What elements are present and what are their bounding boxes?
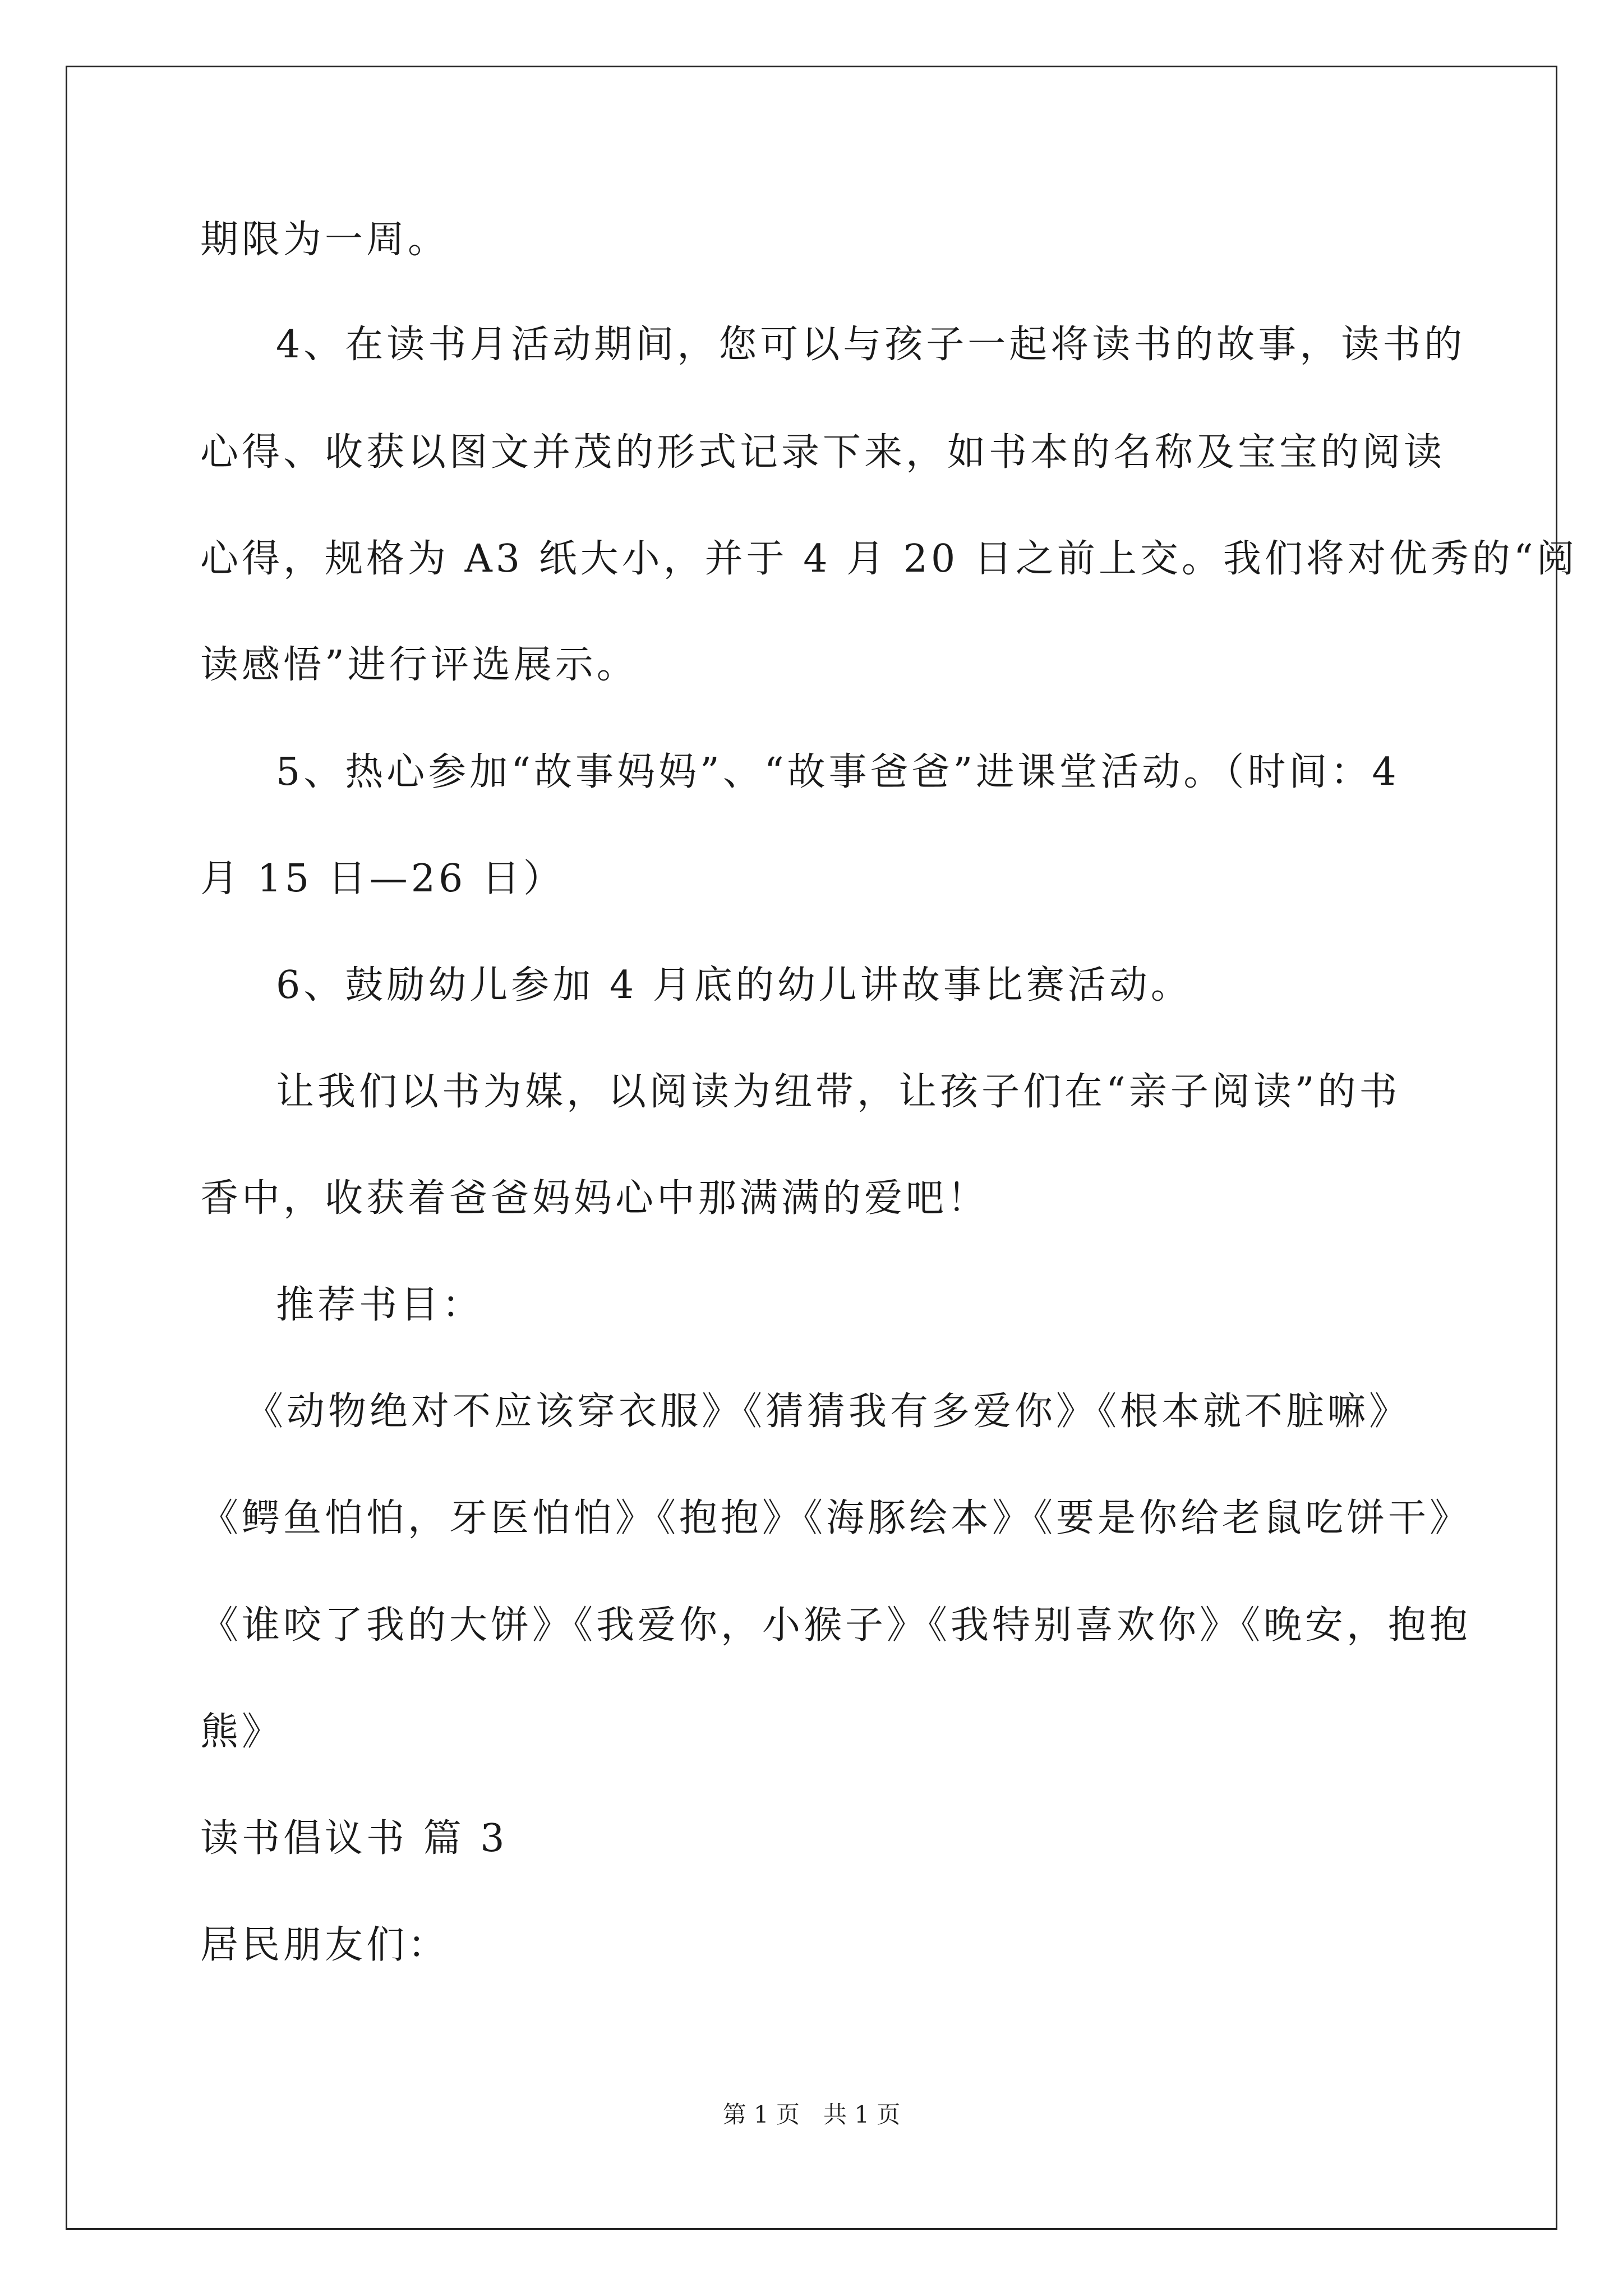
text-line-9: 让我们以书为媒，以阅读为纽带，让孩子们在“亲子阅读”的书 (276, 1070, 1401, 1114)
salutation: 居民朋友们： (200, 1923, 450, 1967)
text-line-7: 月 15 日—26 日） (200, 857, 565, 901)
text-line-5: 读感悟”进行评选展示。 (200, 643, 638, 687)
page-number: 第 1 页 共 1 页 (722, 2101, 901, 2128)
text-line-4: 心得，规格为 A3 纸大小，并于 4 月 20 日之前上交。我们将对优秀的“阅 (200, 537, 1578, 581)
text-line-8: 6、鼓励幼儿参加 4 月底的幼儿讲故事比赛活动。 (276, 963, 1192, 1007)
text-line-15: 熊》 (200, 1710, 284, 1754)
page-border (66, 66, 1557, 2230)
text-line-14: 《谁咬了我的大饼》《我爱你，小猴子》《我特别喜欢你》《晚安，抱抱 (200, 1603, 1472, 1648)
section-heading: 读书倡议书 篇 3 (200, 1816, 508, 1861)
text-line-2: 4、在读书月活动期间，您可以与孩子一起将读书的故事，读书的 (276, 323, 1466, 367)
text-line-6: 5、热心参加“故事妈妈”、“故事爸爸”进课堂活动。（时间：4 (276, 750, 1400, 794)
text-line-10: 香中，收获着爸爸妈妈心中那满满的爱吧！ (200, 1176, 989, 1221)
text-line-13: 《鳄鱼怕怕，牙医怕怕》《抱抱》《海豚绘本》《要是你给老鼠吃饼干》 (200, 1496, 1472, 1540)
text-line-3: 心得、收获以图文并茂的形式记录下来，如书本的名称及宝宝的阅读 (200, 430, 1446, 475)
text-line-12: 《动物绝对不应该穿衣服》《猜猜我有多爱你》《根本就不脏嘛》 (245, 1389, 1411, 1434)
text-line-1: 期限为一周。 (200, 218, 450, 262)
text-line-11: 推荐书目： (276, 1283, 484, 1327)
